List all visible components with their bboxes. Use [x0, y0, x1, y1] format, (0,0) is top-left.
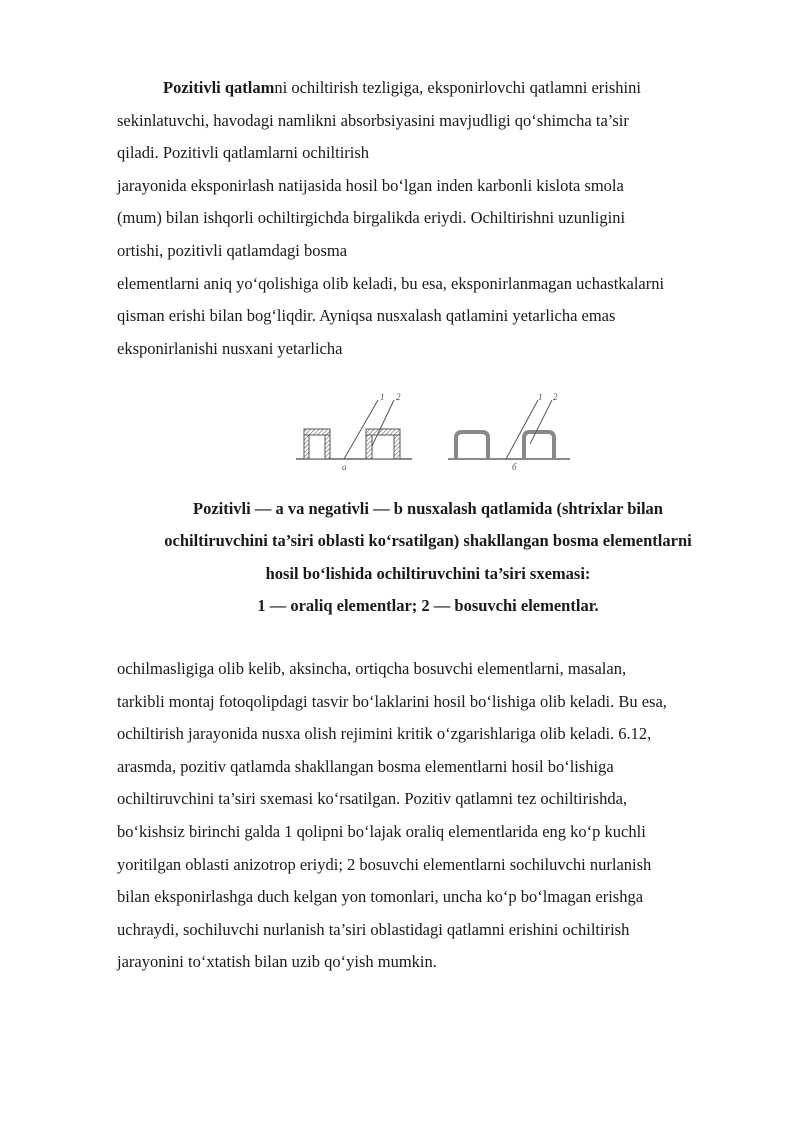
bold-term: Pozitivli qatlam — [163, 78, 275, 97]
caption-line: hosil bo‘lishida ochiltiruvchini ta’siri sxemasi: — [265, 563, 591, 583]
figure-caption — [100, 493, 756, 623]
paragraph-line: arasmda, pozitiv qatlamda shakllangan bosma elementlarni hosil bo‘lishiga — [117, 756, 614, 776]
paragraph-line: ochiltirish jarayonida nusxa olish rejimini kritik o‘zgarishlariga olib keladi. 6.12, — [117, 724, 652, 744]
paragraph-2 — [117, 653, 745, 979]
paragraph-line: bilan eksponirlashga duch kelgan yon tomonlari, uncha ko‘p bo‘lmagan erishga — [117, 887, 644, 907]
paragraph-line: ortishi, pozitivli qatlamdagi bosma — [117, 240, 348, 260]
label-2-a: 2 — [396, 392, 401, 402]
paragraph-line: ochiltiruvchini ta’siri sxemasi ko‘rsatilgan. Pozitiv qatlamni tez ochiltirishda, — [117, 789, 628, 809]
caption-line: ochiltiruvchini ta’siri oblasti ko‘rsatilgan) shakllangan bosma elementlarni — [164, 531, 692, 551]
paragraph-1 — [117, 72, 745, 365]
paragraph-line: uchraydi, sochiluvchi nurlanish ta’siri oblastidagi qatlamni erishini ochiltirish — [117, 919, 630, 939]
paragraph-line: (mum) bilan ishqorli ochiltirgichda birgalikda eriydi. Ochiltirishni uzunligini — [117, 208, 626, 228]
panel-a-positive — [296, 400, 412, 459]
paragraph-line: eksponirlanishi nusxani yetarlicha — [117, 338, 343, 358]
label-a: a — [342, 462, 347, 472]
label-1-a: 1 — [380, 392, 385, 402]
panel-b-negative — [448, 400, 570, 459]
caption-line: Pozitivli — a va negativli — b nusxalash qatlamida (shtrixlar bilan — [192, 499, 663, 518]
paragraph-line: tarkibli montaj fotoqolipdagi tasvir bo‘laklarini hosil bo‘lishiga olib keladi. Bu esa, — [117, 691, 667, 711]
paragraph-line: sekinlatuvchi, havodagi namlikni absorbsiyasini mavjudligi qo‘shimcha ta’sir — [117, 110, 629, 130]
label-2-b: 2 — [553, 392, 558, 402]
paragraph-line: qiladi. Pozitivli qatlamlarni ochiltirish — [117, 143, 370, 163]
paragraph-line: Pozitivli qatlamni ochiltirish tezligiga, eksponirlovchi qatlamni erishini — [163, 78, 641, 97]
paragraph-line: qisman erishi bilan bog‘liqdir. Ayniqsa nusxalash qatlamini yetarlicha emas — [117, 306, 616, 326]
development-scheme-figure — [294, 386, 576, 476]
label-b: б — [512, 462, 517, 472]
paragraph-line: elementlarni aniq yo‘qolishiga olib keladi, bu esa, eksponirlanmagan uchastkalarni — [117, 273, 665, 293]
label-1-b: 1 — [538, 392, 543, 402]
caption-line: 1 — oraliq elementlar; 2 — bosuvchi elementlar. — [257, 596, 599, 616]
paragraph-line: ochilmasligiga olib kelib, aksincha, ortiqcha bosuvchi elementlarni, masalan, — [117, 659, 627, 678]
paragraph-line: jarayonini to‘xtatish bilan uzib qo‘yish mumkin. — [117, 952, 437, 972]
paragraph-line: jarayonida eksponirlash natijasida hosil bo‘lgan inden karbonli kislota smola — [117, 175, 624, 195]
paragraph-line: bo‘kishsiz birinchi galda 1 qolipni bo‘lajak oraliq elementlarida eng ko‘p kuchli — [117, 821, 646, 841]
paragraph-line: yoritilgan oblasti anizotrop eriydi; 2 bosuvchi elementlarni sochiluvchi nurlanish — [117, 854, 652, 874]
